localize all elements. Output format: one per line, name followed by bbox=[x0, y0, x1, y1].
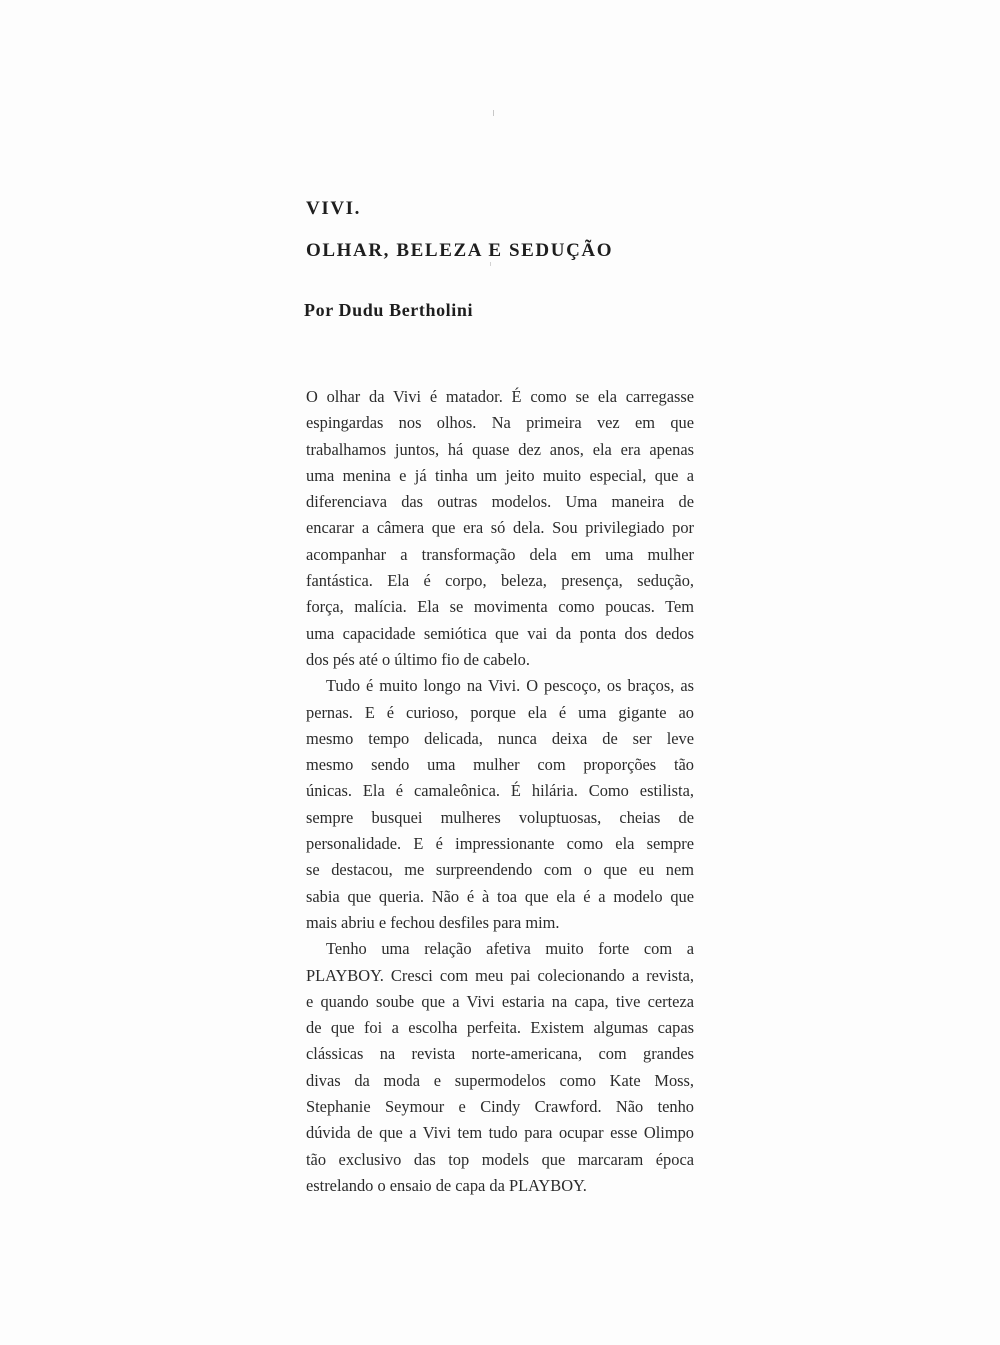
text-line: divas da moda e supermodelos como Kate Moss, bbox=[306, 1070, 694, 1090]
text-line: espingardas nos olhos. Na primeira vez em que bbox=[306, 413, 694, 433]
text-line: clássicas na revista norte-americana, com grandes bbox=[306, 1044, 694, 1064]
text-line: únicas. Ela é camaleônica. É hilária. Como estilista, bbox=[306, 781, 694, 801]
text-line: personalidade. E é impressionante como ela sempre bbox=[306, 834, 694, 854]
text-line: estrelando o ensaio de capa da PLAYBOY. bbox=[306, 1175, 587, 1195]
text-line: força, malícia. Ela se movimenta como poucas. Tem bbox=[306, 597, 694, 617]
text-line: mesmo sendo uma mulher com proporções tão bbox=[306, 755, 694, 775]
text-line: mesmo tempo delicada, nunca deixa de ser leve bbox=[306, 728, 694, 748]
text-line: O olhar da Vivi é matador. É como se ela carregasse bbox=[306, 387, 694, 406]
text-line: Tenho uma relação afetiva muito forte com a bbox=[326, 939, 694, 959]
text-line: dúvida de que a Vivi tem tudo para ocupar esse Olimpo bbox=[306, 1123, 694, 1143]
paragraph-2 bbox=[306, 673, 694, 936]
text-line: dos pés até o último fio de cabelo. bbox=[306, 649, 530, 669]
text-line: pernas. E é curioso, porque ela é uma gigante ao bbox=[306, 702, 694, 722]
text-line: sabia que queria. Não é à toa que ela é a modelo que bbox=[306, 886, 694, 906]
text-line: mais abriu e fechou desfiles para mim. bbox=[306, 912, 560, 932]
text-line: fantástica. Ela é corpo, beleza, presença, sedução, bbox=[306, 571, 694, 591]
text-line: uma menina e já tinha um jeito muito especial, que a bbox=[306, 465, 694, 485]
text-line: Stephanie Seymour e Cindy Crawford. Não tenho bbox=[306, 1097, 694, 1117]
text-line: de que foi a escolha perfeita. Existem algumas capas bbox=[306, 1018, 694, 1038]
title-line-1: VIVI. bbox=[306, 198, 361, 219]
text-line: sempre busquei mulheres voluptuosas, cheias de bbox=[306, 807, 694, 827]
scan-artifact bbox=[493, 110, 494, 116]
text-line: diferenciava das outras modelos. Uma maneira de bbox=[306, 492, 694, 512]
text-line: encarar a câmera que era só dela. Sou privilegiado por bbox=[306, 518, 694, 538]
article-body bbox=[306, 384, 694, 1199]
article-title bbox=[306, 188, 726, 272]
text-line: se destacou, me surpreendendo com o que eu nem bbox=[306, 860, 694, 880]
author-byline: Por Dudu Bertholini bbox=[304, 300, 474, 320]
text-line: tão exclusivo das top models que marcaram época bbox=[306, 1149, 694, 1169]
text-line: acompanhar a transformação dela em uma mulher bbox=[306, 544, 694, 564]
paragraph-3 bbox=[306, 936, 694, 1199]
paragraph-1 bbox=[306, 384, 694, 673]
title-line-2: OLHAR, BELEZA E SEDUÇÃO bbox=[306, 240, 614, 261]
text-line: trabalhamos juntos, há quase dez anos, ela era apenas bbox=[306, 439, 694, 459]
text-line: Tudo é muito longo na Vivi. O pescoço, os braços, as bbox=[326, 676, 694, 696]
text-line: e quando soube que a Vivi estaria na capa, tive certeza bbox=[306, 991, 694, 1011]
text-line: PLAYBOY. Cresci com meu pai colecionando a revista, bbox=[306, 965, 694, 985]
text-line: uma capacidade semiótica que vai da ponta dos dedos bbox=[306, 623, 694, 643]
